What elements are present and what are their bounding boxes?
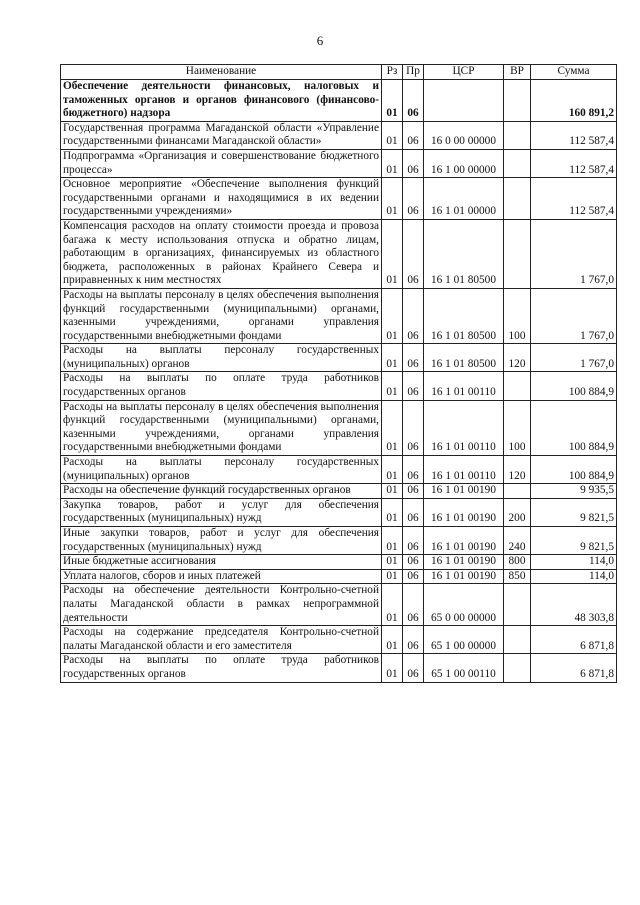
page-number: 6 bbox=[316, 33, 324, 48]
row-csr: 16 1 01 00110 bbox=[424, 456, 504, 484]
header-name: Наименование bbox=[61, 65, 382, 80]
row-csr: 16 1 01 00190 bbox=[424, 569, 504, 584]
table-row bbox=[61, 584, 617, 626]
row-rz: 01 bbox=[382, 626, 403, 654]
row-vr: 850 bbox=[504, 569, 531, 584]
row-vr bbox=[504, 219, 531, 288]
row-rz: 01 bbox=[382, 80, 403, 122]
row-name: Обеспечение деятельности финансовых, налоговых и таможенных органов и органов финансового (финансово-бюджетного) надзора bbox=[61, 80, 382, 122]
row-pr: 06 bbox=[403, 400, 424, 455]
row-name: Расходы на выплаты персоналу государственных (муниципальных) органов bbox=[61, 344, 382, 372]
row-name: Расходы на содержание председателя Контрольно-счетной палаты Магаданской области и его заместителя bbox=[61, 626, 382, 654]
row-pr: 06 bbox=[403, 484, 424, 499]
header-pr: Пр bbox=[403, 65, 424, 80]
row-vr: 240 bbox=[504, 527, 531, 555]
row-name: Расходы на обеспечение деятельности Контрольно-счетной палаты Магаданской области в рамках непрограммной деятельности bbox=[61, 584, 382, 626]
row-sum: 112 587,4 bbox=[531, 149, 617, 177]
row-csr: 16 1 01 00190 bbox=[424, 484, 504, 499]
row-pr: 06 bbox=[403, 456, 424, 484]
row-sum: 100 884,9 bbox=[531, 456, 617, 484]
row-rz: 01 bbox=[382, 498, 403, 526]
row-sum: 9 935,5 bbox=[531, 484, 617, 499]
row-pr: 06 bbox=[403, 344, 424, 372]
table-row bbox=[61, 654, 617, 682]
row-pr: 06 bbox=[403, 288, 424, 343]
row-csr: 16 1 01 00190 bbox=[424, 555, 504, 570]
row-vr bbox=[504, 584, 531, 626]
row-vr bbox=[504, 149, 531, 177]
row-name: Расходы на обеспечение функций государственных органов bbox=[61, 484, 382, 499]
row-csr: 65 1 00 00110 bbox=[424, 654, 504, 682]
row-rz: 01 bbox=[382, 654, 403, 682]
header-csr: ЦСР bbox=[424, 65, 504, 80]
table-row bbox=[61, 372, 617, 400]
row-sum: 114,0 bbox=[531, 555, 617, 570]
row-sum: 100 884,9 bbox=[531, 400, 617, 455]
row-sum: 9 821,5 bbox=[531, 527, 617, 555]
table-header-row bbox=[61, 65, 617, 80]
table-row bbox=[61, 569, 617, 584]
row-rz: 01 bbox=[382, 344, 403, 372]
row-sum: 6 871,8 bbox=[531, 626, 617, 654]
row-csr: 65 1 00 00000 bbox=[424, 626, 504, 654]
row-name: Расходы на выплаты по оплате труда работников государственных органов bbox=[61, 372, 382, 400]
row-name: Основное мероприятие «Обеспечение выполнения функций государственными органами и находящимися в их ведении государственными учреждениями» bbox=[61, 178, 382, 220]
row-vr: 100 bbox=[504, 400, 531, 455]
row-pr: 06 bbox=[403, 555, 424, 570]
row-sum: 9 821,5 bbox=[531, 498, 617, 526]
row-sum: 114,0 bbox=[531, 569, 617, 584]
row-vr bbox=[504, 372, 531, 400]
row-vr bbox=[504, 80, 531, 122]
row-pr: 06 bbox=[403, 654, 424, 682]
row-sum: 112 587,4 bbox=[531, 178, 617, 220]
table-row bbox=[61, 400, 617, 455]
table-row bbox=[61, 456, 617, 484]
row-name: Компенсация расходов на оплату стоимости проезда и провоза багажа к месту использования отпуска и обратно лицам, работающим в организациях, финансируемых из областного бюджета, расположенных в районах Крайнего Севера и приравненных к ним местностях bbox=[61, 219, 382, 288]
row-rz: 01 bbox=[382, 178, 403, 220]
table-row bbox=[61, 121, 617, 149]
row-sum: 112 587,4 bbox=[531, 121, 617, 149]
row-pr: 06 bbox=[403, 498, 424, 526]
row-csr bbox=[424, 80, 504, 122]
table-row bbox=[61, 484, 617, 499]
row-csr: 65 0 00 00000 bbox=[424, 584, 504, 626]
table-row bbox=[61, 626, 617, 654]
row-vr: 200 bbox=[504, 498, 531, 526]
table-row bbox=[61, 288, 617, 343]
row-vr bbox=[504, 626, 531, 654]
row-name: Уплата налогов, сборов и иных платежей bbox=[61, 569, 382, 584]
row-vr: 120 bbox=[504, 344, 531, 372]
row-name: Расходы на выплаты по оплате труда работников государственных органов bbox=[61, 654, 382, 682]
row-vr bbox=[504, 484, 531, 499]
row-csr: 16 0 00 00000 bbox=[424, 121, 504, 149]
table-row bbox=[61, 80, 617, 122]
row-rz: 01 bbox=[382, 569, 403, 584]
row-pr: 06 bbox=[403, 584, 424, 626]
header-vr: ВР bbox=[504, 65, 531, 80]
row-rz: 01 bbox=[382, 372, 403, 400]
budget-table bbox=[60, 64, 617, 683]
row-pr: 06 bbox=[403, 80, 424, 122]
table-row bbox=[61, 219, 617, 288]
row-pr: 06 bbox=[403, 219, 424, 288]
row-csr: 16 1 01 80500 bbox=[424, 344, 504, 372]
row-vr bbox=[504, 178, 531, 220]
table-row bbox=[61, 149, 617, 177]
row-sum: 1 767,0 bbox=[531, 219, 617, 288]
row-sum: 1 767,0 bbox=[531, 344, 617, 372]
row-csr: 16 1 01 00190 bbox=[424, 498, 504, 526]
row-vr: 100 bbox=[504, 288, 531, 343]
row-rz: 01 bbox=[382, 219, 403, 288]
row-name: Государственная программа Магаданской области «Управление государственными финансами Магаданской области» bbox=[61, 121, 382, 149]
row-pr: 06 bbox=[403, 569, 424, 584]
row-csr: 16 1 01 00110 bbox=[424, 400, 504, 455]
row-vr: 800 bbox=[504, 555, 531, 570]
row-csr: 16 1 01 00000 bbox=[424, 178, 504, 220]
row-name: Подпрограмма «Организация и совершенствование бюджетного процесса» bbox=[61, 149, 382, 177]
row-rz: 01 bbox=[382, 121, 403, 149]
table-row bbox=[61, 498, 617, 526]
row-name: Расходы на выплаты персоналу в целях обеспечения выполнения функций государственными (муниципальными) органами, казенными учреждениями, органами управления государственными внебюджетными фондами bbox=[61, 288, 382, 343]
row-rz: 01 bbox=[382, 288, 403, 343]
row-vr: 120 bbox=[504, 456, 531, 484]
row-rz: 01 bbox=[382, 456, 403, 484]
table-row bbox=[61, 555, 617, 570]
row-sum: 160 891,2 bbox=[531, 80, 617, 122]
row-name: Расходы на выплаты персоналу в целях обеспечения выполнения функций государственными (муниципальными) органами, казенными учреждениями, органами управления государственными внебюджетными фондами bbox=[61, 400, 382, 455]
row-sum: 48 303,8 bbox=[531, 584, 617, 626]
row-pr: 06 bbox=[403, 178, 424, 220]
row-vr bbox=[504, 654, 531, 682]
table-row bbox=[61, 178, 617, 220]
row-name: Расходы на выплаты персоналу государственных (муниципальных) органов bbox=[61, 456, 382, 484]
row-rz: 01 bbox=[382, 484, 403, 499]
row-name: Закупка товаров, работ и услуг для обеспечения государственных (муниципальных) нужд bbox=[61, 498, 382, 526]
row-rz: 01 bbox=[382, 400, 403, 455]
row-name: Иные закупки товаров, работ и услуг для обеспечения государственных (муниципальных) нужд bbox=[61, 527, 382, 555]
table-row bbox=[61, 344, 617, 372]
row-name: Иные бюджетные ассигнования bbox=[61, 555, 382, 570]
row-pr: 06 bbox=[403, 527, 424, 555]
row-pr: 06 bbox=[403, 121, 424, 149]
row-sum: 100 884,9 bbox=[531, 372, 617, 400]
header-rz: Рз bbox=[382, 65, 403, 80]
row-sum: 6 871,8 bbox=[531, 654, 617, 682]
row-pr: 06 bbox=[403, 149, 424, 177]
row-sum: 1 767,0 bbox=[531, 288, 617, 343]
row-pr: 06 bbox=[403, 626, 424, 654]
row-csr: 16 1 01 00110 bbox=[424, 372, 504, 400]
row-csr: 16 1 01 80500 bbox=[424, 288, 504, 343]
row-pr: 06 bbox=[403, 372, 424, 400]
row-vr bbox=[504, 121, 531, 149]
row-csr: 16 1 01 80500 bbox=[424, 219, 504, 288]
row-rz: 01 bbox=[382, 149, 403, 177]
row-csr: 16 1 01 00190 bbox=[424, 527, 504, 555]
row-rz: 01 bbox=[382, 584, 403, 626]
row-csr: 16 1 00 00000 bbox=[424, 149, 504, 177]
row-rz: 01 bbox=[382, 555, 403, 570]
row-rz: 01 bbox=[382, 527, 403, 555]
header-sum: Сумма bbox=[531, 65, 617, 80]
table-row bbox=[61, 527, 617, 555]
